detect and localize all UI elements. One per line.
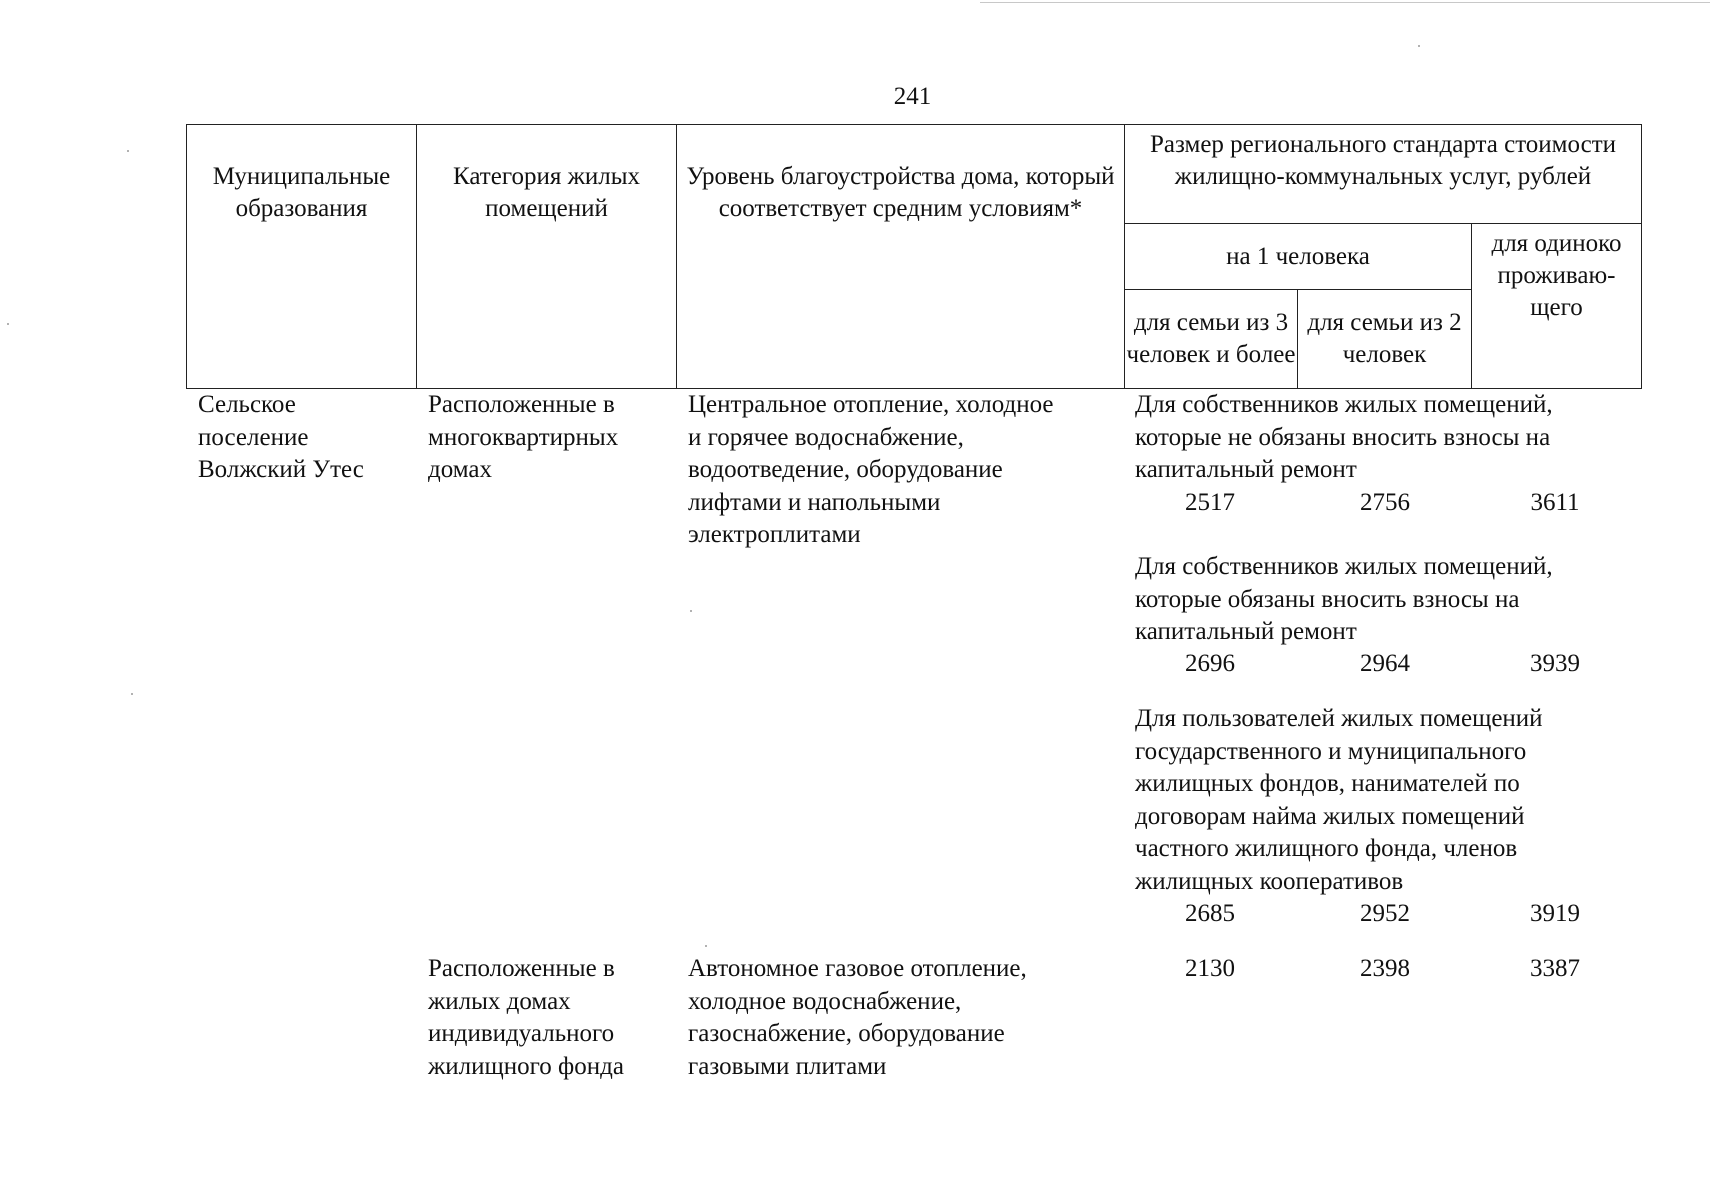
scan-speck xyxy=(131,693,133,695)
row1-municipality: Сельское поселение Волжский Утес xyxy=(198,391,364,483)
row2-family-2-value: 2398 xyxy=(1360,955,1410,982)
group1-family-2-value: 2756 xyxy=(1360,489,1410,516)
group1-family-3-value: 2517 xyxy=(1185,489,1235,516)
scan-speck xyxy=(7,323,9,325)
scan-edge-line xyxy=(980,2,1710,3)
row1-category: Расположенные в многоквартирных домах xyxy=(428,391,619,483)
group2-family-3-value: 2696 xyxy=(1185,650,1235,677)
table-header xyxy=(186,124,1642,389)
header-family-2: для семьи из 2 человек xyxy=(1298,290,1472,389)
header-category: Категория жилых помещений xyxy=(417,125,677,389)
header-improvement-level: Уровень благоустройства дома, который соответствует средним условиям* xyxy=(677,125,1125,389)
scan-speck xyxy=(705,945,707,947)
group3-label: Для пользователей жилых помещений государственного и муниципального жилищных фондов, нанимателей по договорам найма жилых помещений частного жилищного фонда, членов жилищных кооперативов xyxy=(1135,705,1543,895)
group1-single-value: 3611 xyxy=(1530,489,1580,516)
group2-single-value: 3939 xyxy=(1530,650,1580,677)
group3-family-3-value: 2685 xyxy=(1185,900,1235,927)
row1-improvement-level: Центральное отопление, холодное и горячее водоснабжение, водоотведение, оборудование лифтами и напольными электроплитами xyxy=(688,391,1054,548)
row2-improvement-level: Автономное газовое отопление, холодное водоснабжение, газоснабжение, оборудование газовыми плитами xyxy=(688,955,1027,1080)
scan-speck xyxy=(690,610,692,612)
header-municipality: Муниципальные образования xyxy=(187,125,417,389)
group1-label: Для собственников жилых помещений, которые не обязаны вносить взносы на капитальный ремонт xyxy=(1135,391,1553,483)
scan-speck xyxy=(1418,45,1420,47)
group2-family-2-value: 2964 xyxy=(1360,650,1410,677)
header-per-person: на 1 человека xyxy=(1125,224,1472,290)
header-single: для одиноко проживаю-щего xyxy=(1472,224,1642,389)
row2-single-value: 3387 xyxy=(1530,955,1580,982)
row2-category: Расположенные в жилых домах индивидуального жилищного фонда xyxy=(428,955,624,1080)
header-standard-size: Размер регионального стандарта стоимости жилищно-коммунальных услуг, рублей xyxy=(1125,125,1642,224)
page-number: 241 xyxy=(893,83,932,110)
header-family-3: для семьи из 3 человек и более xyxy=(1125,290,1298,389)
scan-speck xyxy=(127,150,129,152)
group3-family-2-value: 2952 xyxy=(1360,900,1410,927)
row2-family-3-value: 2130 xyxy=(1185,955,1235,982)
group2-label: Для собственников жилых помещений, которые обязаны вносить взносы на капитальный ремонт xyxy=(1135,553,1553,645)
group3-single-value: 3919 xyxy=(1530,900,1580,927)
